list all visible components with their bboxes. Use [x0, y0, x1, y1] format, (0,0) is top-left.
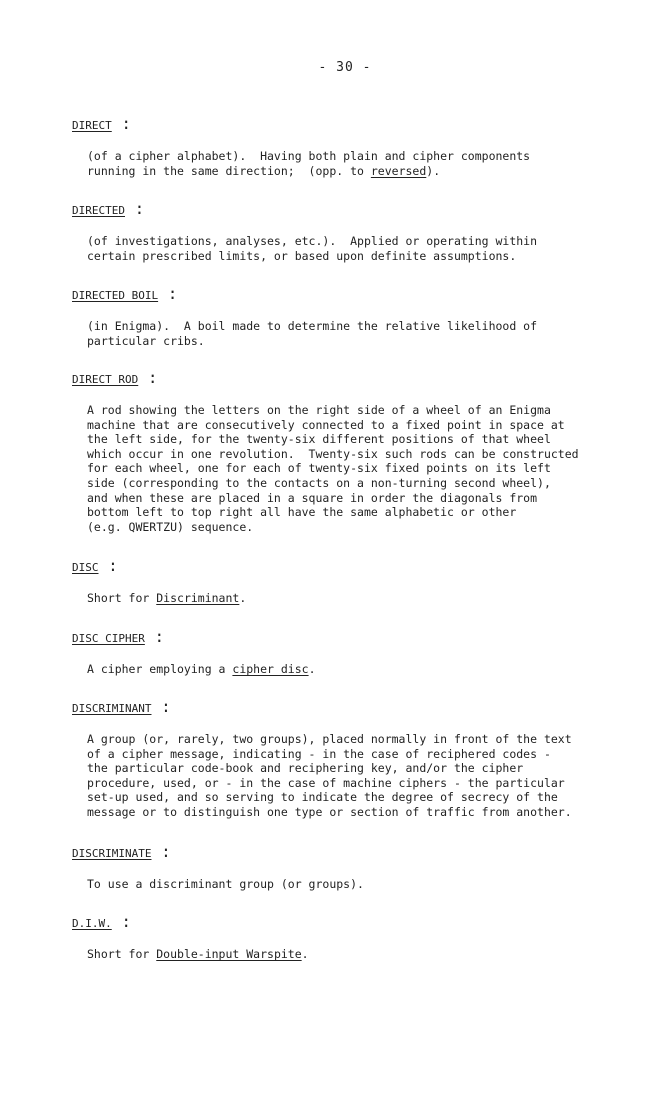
definition-line: particular cribs. [87, 333, 205, 348]
term-separator: : [121, 912, 132, 931]
definition-line: procedure, used, or - in the case of machine ciphers - the particular [87, 775, 565, 790]
definition-line: running in the same direction; (opp. to [87, 163, 371, 178]
definition-line: A rod showing the letters on the right side of a wheel of an Enigma [87, 403, 551, 417]
cross-reference: reversed [370, 163, 427, 178]
definition-line: . [301, 947, 309, 961]
definition-line: . [308, 662, 316, 676]
entry-definition [87, 732, 632, 820]
definition-line: . [239, 591, 247, 605]
glossary-entry-diw [72, 912, 632, 962]
page-number: - 30 - [318, 60, 372, 75]
cross-reference: Discriminant [156, 591, 240, 605]
definition-line: side (corresponding to the contacts on a non-turning second wheel), [87, 475, 551, 490]
entry-definition [87, 319, 632, 348]
entry-definition [87, 662, 632, 677]
term-separator: : [161, 842, 171, 861]
term-separator: : [134, 199, 145, 218]
definition-line: the left side, for the twenty-six different positions of that wheel [87, 432, 551, 447]
entry-definition [87, 591, 632, 606]
term-separator: : [167, 284, 178, 303]
glossary-entry-disc-cipher [72, 627, 632, 677]
cross-reference: cipher disc [232, 662, 309, 676]
glossary-entry-directed [72, 199, 632, 263]
entry-definition [87, 403, 632, 534]
entry-term: DISC [72, 561, 99, 574]
glossary-entry-discriminate [72, 842, 632, 892]
glossary-entry-disc [72, 556, 632, 606]
glossary-entry-directed-boil [72, 284, 632, 348]
entry-term: DISC CIPHER [72, 632, 145, 645]
definition-line: A group (or, rarely, two groups), placed normally in front of the text [87, 732, 572, 746]
definition-line: message or to distinguish one type or section of traffic from another. [87, 804, 572, 819]
definition-line: of a cipher message, indicating - in the case of reciphered codes - [87, 746, 551, 761]
definition-line: Short for [87, 591, 157, 605]
definition-line: (of investigations, analyses, etc.). Applied or operating within [87, 234, 538, 248]
cross-reference: Double-input Warspite [156, 947, 302, 961]
entry-definition [87, 234, 632, 263]
glossary-entry-discriminant [72, 697, 632, 820]
entry-term: DISCRIMINATE [72, 847, 152, 860]
definition-line: A cipher employing a [87, 662, 233, 676]
entry-definition [87, 149, 632, 178]
entry-term: DIRECTED [72, 204, 125, 217]
definition-line: machine that are consecutively connected to a fixed point in space at [87, 417, 565, 432]
definition-line: (e.g. QWERTZU) sequence. [87, 519, 254, 534]
definition-line: ). [426, 163, 441, 178]
entry-term: DIRECT [72, 119, 112, 132]
entry-term: DISCRIMINANT [72, 702, 152, 715]
definition-line: Short for [87, 947, 157, 961]
term-separator: : [161, 697, 171, 716]
term-separator: : [147, 368, 158, 387]
definition-line: the particular code-book and reciphering key, and/or the cipher [87, 761, 524, 776]
glossary-entry-direct [72, 114, 632, 178]
definition-line: (in Enigma). A boil made to determine the relative likelihood of [87, 319, 538, 333]
term-separator: : [154, 627, 165, 646]
entry-definition [87, 947, 632, 962]
definition-line: which occur in one revolution. Twenty-six such rods can be constructed [87, 446, 579, 461]
entry-term: D.I.W. [72, 917, 112, 930]
definition-line: set-up used, and so serving to indicate the degree of secrecy of the [87, 790, 558, 805]
definition-line: To use a discriminant group (or groups). [87, 877, 364, 891]
definition-line: and when these are placed in a square in order the diagonals from [87, 490, 538, 505]
definition-line: bottom left to top right all have the same alphabetic or other [87, 505, 517, 520]
definition-line: for each wheel, one for each of twenty-six fixed points on its left [87, 461, 551, 476]
definition-line: (of a cipher alphabet). Having both plain and cipher components [87, 149, 531, 163]
term-separator: : [108, 556, 118, 575]
definition-line: certain prescribed limits, or based upon definite assumptions. [87, 248, 517, 263]
glossary-entry-direct-rod [72, 368, 632, 534]
entry-term: DIRECT ROD [72, 373, 139, 386]
entry-definition [87, 877, 632, 892]
entry-term: DIRECTED BOIL [72, 289, 159, 302]
term-separator: : [121, 114, 132, 133]
